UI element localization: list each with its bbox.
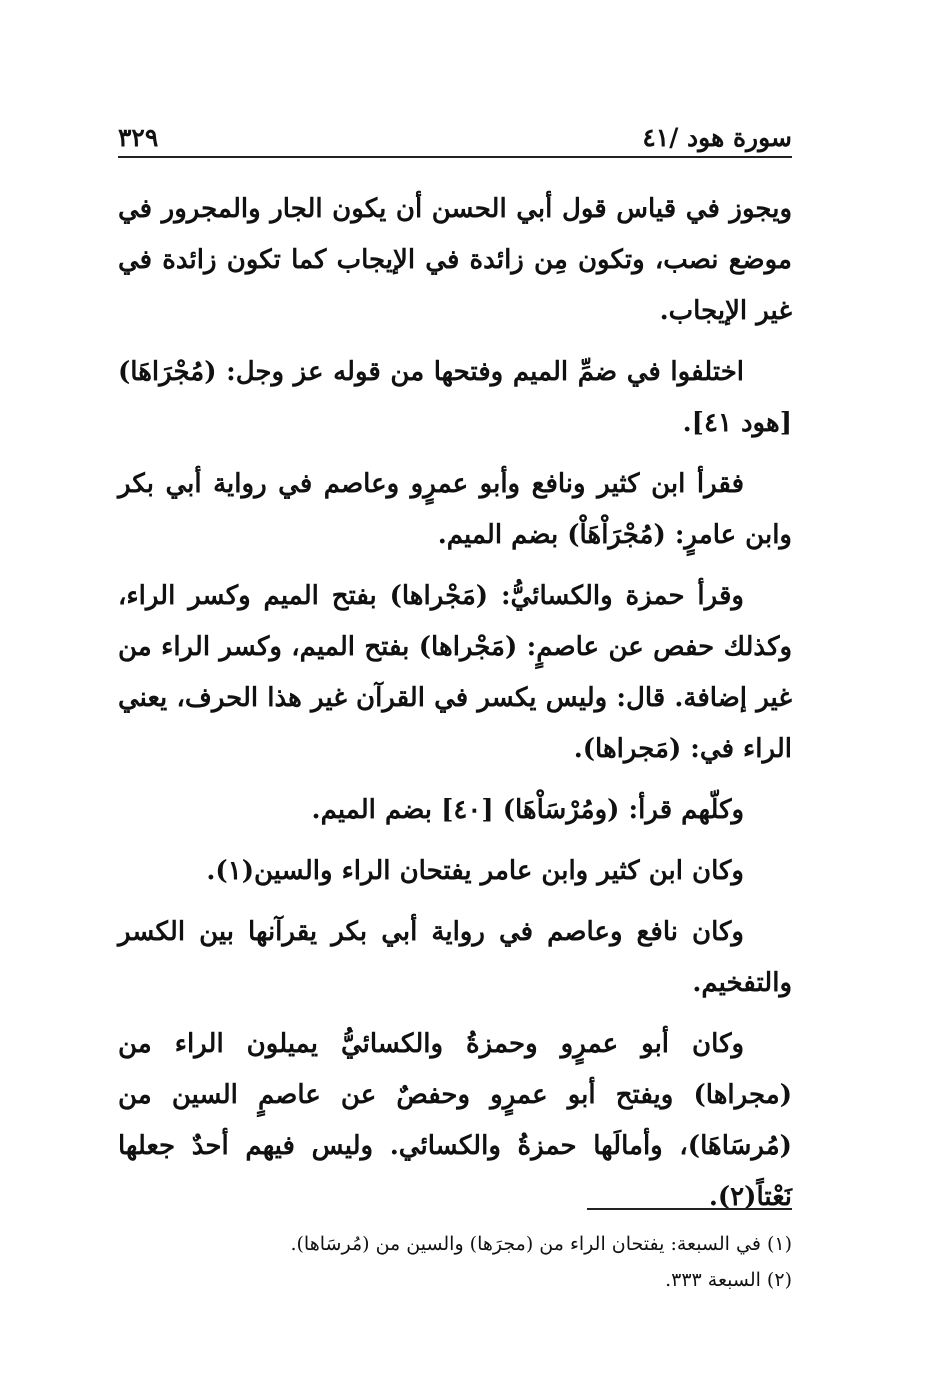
paragraph-5: وكلّهم قرأ: (ومُرْسَاْهَا) [٤٠] بضم الميم. [311, 795, 744, 825]
paragraph-7: وكان نافع وعاصم في رواية أبي بكر يقرآنها بين الكسر والتفخيم. [118, 917, 792, 998]
paragraph-8: وكان أبو عمرٍو وحمزةُ والكسائيُّ يميلون الراء من (مجراها) ويفتح أبو عمرٍو وحفصٌ عن عاصمٍ السين من (مُرسَاهَا)، وأمالَها حمزةُ والكسائي. وليس فيهم أحدٌ جعلها نَعْتاً(٢). [118, 1029, 792, 1212]
footnote-1: (١) في السبعة: يفتحان الراء من (مجرَها) والسين من (مُرسَاها). [290, 1233, 792, 1255]
footnote-divider [587, 1208, 792, 1210]
paragraph-2: اختلفوا في ضمِّ الميم وفتحها من قوله عز وجل: (مُجْرَاهَا) [هود ٤١]. [118, 357, 792, 438]
paragraph-3: فقرأ ابن كثير ونافع وأبو عمرٍو وعاصم في رواية أبي بكر وابن عامرٍ: (مُجْرَاْهَاْ) بضم الميم. [118, 469, 792, 550]
paragraph-4: وقرأ حمزة والكسائيُّ: (مَجْراها) بفتح الميم وكسر الراء، وكذلك حفص عن عاصمٍ: (مَجْراها) بفتح الميم، وكسر الراء من غير إضافة. قال: وليس يكسر في القرآن غير هذا الحرف، يعني الراء في: (مَجراها). [118, 581, 792, 764]
paragraph-6: وكان ابن كثير وابن عامر يفتحان الراء والسين(١). [206, 856, 744, 886]
footnotes [118, 1226, 792, 1298]
running-header [118, 118, 792, 158]
footnote-2: (٢) السبعة ٣٣٣. [665, 1269, 792, 1291]
running-title: سورة هود /٤١ [642, 123, 792, 152]
page-number: ٣٢٩ [118, 123, 159, 152]
main-text [118, 184, 792, 1233]
paragraph-1: ويجوز في قياس قول أبي الحسن أن يكون الجار والمجرور في موضع نصب، وتكون مِن زائدة في الإيجاب كما تكون زائدة في غير الإيجاب. [118, 194, 792, 326]
